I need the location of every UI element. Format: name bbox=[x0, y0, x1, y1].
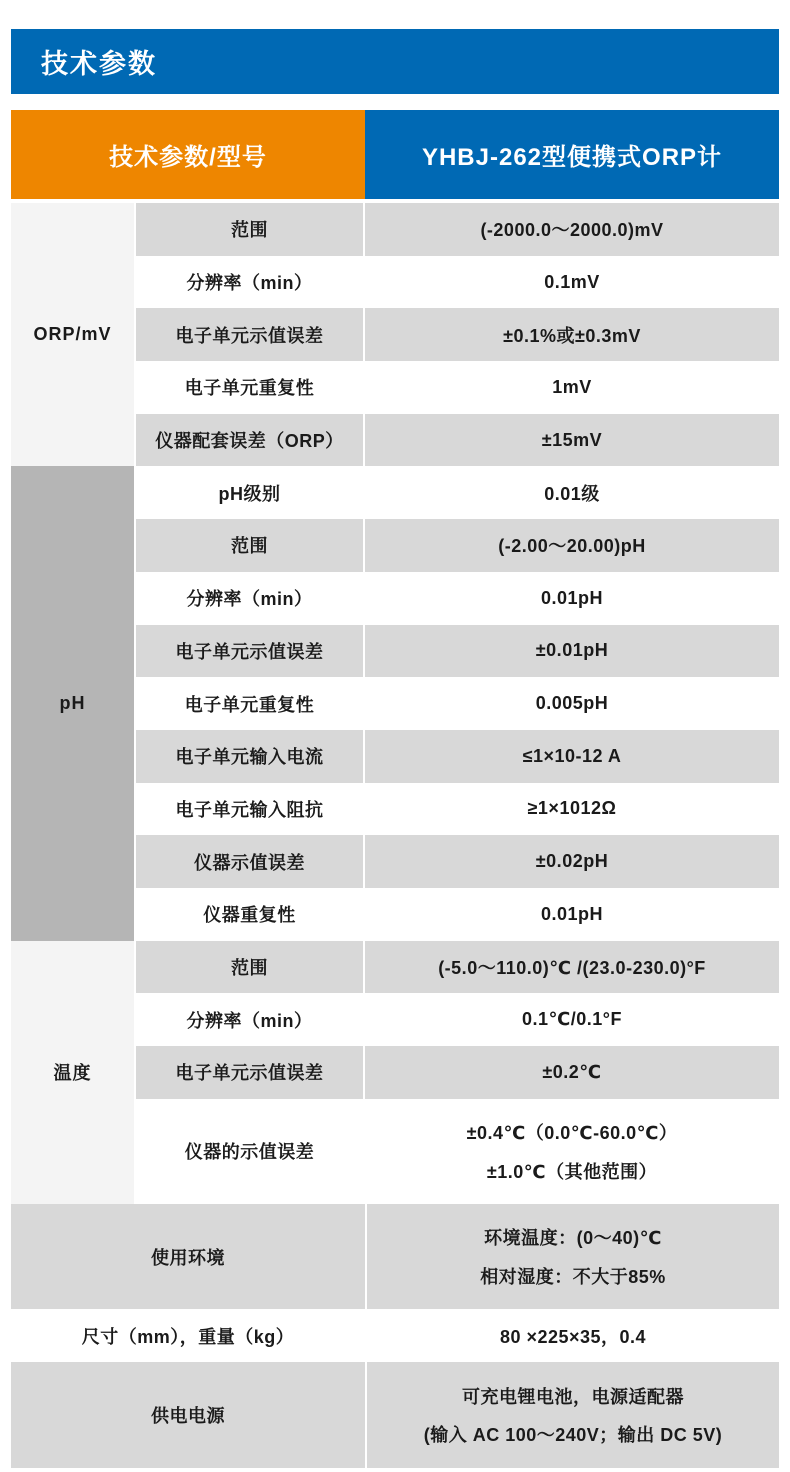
spec-label: 电子单元重复性 bbox=[134, 361, 363, 414]
spec-label: 分辨率（min） bbox=[134, 993, 363, 1046]
spec-label: 电子单元示值误差 bbox=[134, 625, 363, 678]
spec-value bbox=[363, 414, 779, 467]
spec-value-line: 0.1mV bbox=[544, 271, 600, 292]
spec-value-line: ≥1×1012Ω bbox=[527, 798, 617, 819]
spec-value bbox=[363, 625, 779, 678]
spec-row bbox=[134, 783, 779, 836]
spec-value bbox=[363, 572, 779, 625]
spec-value-line: (输入 AC 100～240V；输出 DC 5V) bbox=[423, 1425, 723, 1446]
spec-row bbox=[134, 1099, 779, 1204]
spec-label: 电子单元示值误差 bbox=[134, 1046, 363, 1099]
table-header-model: YHBJ-262型便携式ORP计 bbox=[365, 110, 779, 199]
spec-value-line: ±0.02pH bbox=[535, 851, 609, 872]
spec-label: 范围 bbox=[134, 519, 363, 572]
section-rows bbox=[134, 203, 779, 466]
table-body bbox=[11, 203, 779, 1468]
spec-row bbox=[134, 414, 779, 467]
spec-value-line: 0.01pH bbox=[540, 587, 604, 608]
spec-value bbox=[363, 941, 779, 994]
table-header-params: 技术参数/型号 bbox=[11, 110, 365, 199]
spec-value-line: ±0.2℃ bbox=[542, 1061, 602, 1082]
spec-value bbox=[363, 519, 779, 572]
spec-row bbox=[134, 1046, 779, 1099]
spec-row bbox=[134, 466, 779, 519]
spec-value-line: (-2000.0～2000.0)mV bbox=[480, 220, 664, 241]
spec-row bbox=[134, 203, 779, 256]
spec-row bbox=[134, 308, 779, 361]
spec-value bbox=[365, 1204, 779, 1309]
spec-value-line: 0.01级 bbox=[544, 483, 600, 504]
spec-row bbox=[134, 835, 779, 888]
spec-label: 仪器的示值误差 bbox=[134, 1099, 363, 1204]
spec-row bbox=[134, 519, 779, 572]
spec-value-line: 0.01pH bbox=[540, 903, 604, 924]
spec-value-line: 相对湿度：不大于85% bbox=[480, 1267, 666, 1288]
spec-value bbox=[363, 203, 779, 256]
spec-value-line: ±0.01pH bbox=[535, 640, 609, 661]
spec-row bbox=[134, 361, 779, 414]
spec-label: 分辨率（min） bbox=[134, 572, 363, 625]
spec-label: 电子单元输入电流 bbox=[134, 730, 363, 783]
spec-value-line: ±15mV bbox=[541, 429, 603, 450]
spec-value bbox=[363, 256, 779, 309]
spec-label: 仪器示值误差 bbox=[134, 835, 363, 888]
spec-label: 电子单元输入阻抗 bbox=[134, 783, 363, 836]
spec-label: pH级别 bbox=[134, 466, 363, 519]
spec-value-line: 0.005pH bbox=[535, 693, 609, 714]
spec-row bbox=[134, 941, 779, 994]
spec-value bbox=[363, 993, 779, 1046]
spec-value bbox=[363, 1046, 779, 1099]
spec-value-line: 可充电锂电池，电源适配器 bbox=[462, 1386, 684, 1407]
spec-value bbox=[363, 835, 779, 888]
spec-value-line: 环境温度：(0～40)℃ bbox=[484, 1228, 662, 1249]
spec-value-line: ±1.0℃（其他范围） bbox=[486, 1161, 658, 1182]
section-rows bbox=[134, 941, 779, 1204]
spec-label: 范围 bbox=[134, 203, 363, 256]
spec-section-- bbox=[11, 941, 779, 1204]
spec-footer-row bbox=[11, 1204, 779, 1309]
category-cell: pH bbox=[11, 466, 134, 940]
spec-row bbox=[134, 993, 779, 1046]
section-title-bar bbox=[11, 29, 779, 94]
spec-label: 电子单元示值误差 bbox=[134, 308, 363, 361]
spec-label: 尺寸（mm），重量（kg） bbox=[11, 1309, 365, 1362]
spec-value-line: 1mV bbox=[552, 376, 592, 397]
spec-value bbox=[363, 783, 779, 836]
spec-value-line: ±0.4℃（0.0℃-60.0℃） bbox=[466, 1123, 678, 1144]
spec-row bbox=[134, 730, 779, 783]
spec-label: 电子单元重复性 bbox=[134, 677, 363, 730]
spec-footer-row bbox=[11, 1362, 779, 1467]
spec-value bbox=[363, 361, 779, 414]
spec-row bbox=[134, 888, 779, 941]
spec-value-line: (-2.00～20.00)pH bbox=[498, 536, 646, 557]
spec-row bbox=[134, 572, 779, 625]
spec-row bbox=[134, 256, 779, 309]
spec-value bbox=[363, 888, 779, 941]
spec-label: 使用环境 bbox=[11, 1204, 365, 1309]
spec-value bbox=[363, 730, 779, 783]
spec-value-line: 0.1℃/0.1°F bbox=[521, 1009, 623, 1030]
spec-footer-row bbox=[11, 1309, 779, 1362]
spec-row bbox=[134, 677, 779, 730]
spec-section-orp-mv bbox=[11, 203, 779, 466]
content-wrap bbox=[11, 29, 779, 1468]
spec-value bbox=[363, 466, 779, 519]
spec-value bbox=[363, 677, 779, 730]
spec-row bbox=[134, 625, 779, 678]
spec-label: 范围 bbox=[134, 941, 363, 994]
spec-label: 供电电源 bbox=[11, 1362, 365, 1467]
spec-value bbox=[365, 1309, 779, 1362]
spec-value-line: ±0.1%或±0.3mV bbox=[503, 325, 641, 346]
table-header-row bbox=[11, 110, 779, 199]
page-title: 技术参数 bbox=[41, 49, 157, 79]
category-cell: ORP/mV bbox=[11, 203, 134, 466]
section-rows bbox=[134, 466, 779, 940]
spec-value bbox=[363, 308, 779, 361]
spec-value-line: 80 ×225×35，0.4 bbox=[499, 1326, 647, 1347]
spec-label: 仪器重复性 bbox=[134, 888, 363, 941]
category-cell: 温度 bbox=[11, 941, 134, 1204]
spec-value-line: ≤1×10-12 A bbox=[522, 745, 622, 766]
spec-label: 分辨率（min） bbox=[134, 256, 363, 309]
spec-value bbox=[363, 1099, 779, 1204]
spec-value-line: (-5.0～110.0)℃ /(23.0-230.0)°F bbox=[438, 957, 706, 978]
spec-section-ph bbox=[11, 466, 779, 940]
spec-label: 仪器配套误差（ORP） bbox=[134, 414, 363, 467]
spec-value bbox=[365, 1362, 779, 1467]
